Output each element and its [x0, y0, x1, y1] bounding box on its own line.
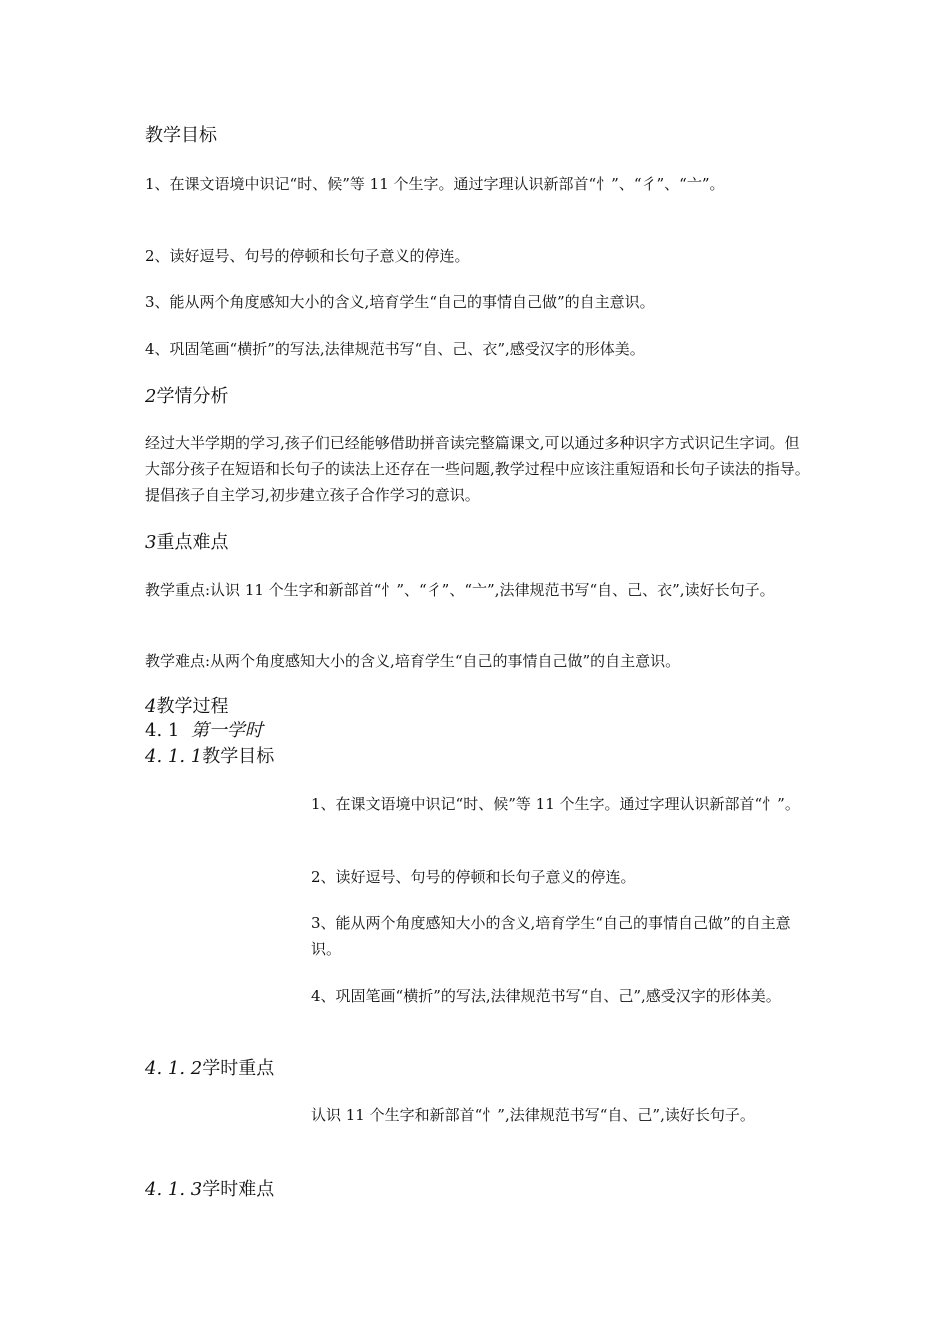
goal-item-4: 4、巩固笔画“横折”的写法,法律规范书写“自、己、衣”,感受汉字的形体美。 — [145, 340, 645, 358]
heading-teaching-process — [145, 695, 228, 719]
period-goal-item-1: 1、在课文语境中识记“时、候”等 11 个生字。通过字理认识新部首“忄”。 — [311, 795, 800, 813]
section-title: 学时难点 — [202, 1179, 275, 1200]
goal-item-2: 2、读好逗号、句号的停顿和长句子意义的停连。 — [145, 247, 470, 265]
section-title: 重点难点 — [156, 532, 229, 553]
period-goal-item-4: 4、巩固笔画“横折”的写法,法律规范书写“自、己”,感受汉字的形体美。 — [311, 987, 781, 1005]
section-number: 4. 1. 1 — [145, 746, 203, 767]
section-number: 4. 1 — [145, 720, 180, 741]
section-title: 第一学时 — [190, 720, 263, 741]
heading-teaching-goals: 教学目标 — [145, 125, 217, 146]
goal-item-1: 1、在课文语境中识记“时、候”等 11 个生字。通过字理认识新部首“忄”、“彳”、“亠”。 — [145, 175, 725, 193]
period-goal-item-2: 2、读好逗号、句号的停顿和长句子意义的停连。 — [311, 868, 636, 886]
heading-period-goals — [145, 745, 274, 769]
heading-key-difficult — [145, 531, 228, 555]
section-title: 学时重点 — [202, 1058, 275, 1079]
section-title: 教学过程 — [156, 696, 229, 717]
heading-period-key — [145, 1057, 274, 1081]
analysis-paragraph: 经过大半学期的学习,孩子们已经能够借助拼音读完整篇课文,可以通过多种识字方式识记生字词。但大部分孩子在短语和长句子的读法上还存在一些问题,教学过程中应该注重短语和长句子读法的指导。提倡孩子自主学习,初步建立孩子合作学习的意识。 — [145, 434, 810, 504]
heading-student-analysis — [145, 385, 228, 409]
section-number: 4 — [145, 696, 157, 717]
goal-item-3: 3、能从两个角度感知大小的含义,培育学生“自己的事情自己做”的自主意识。 — [145, 293, 655, 311]
section-number: 4. 1. 3 — [145, 1179, 203, 1200]
period-goal-item-3: 3、能从两个角度感知大小的含义,培育学生“自己的事情自己做”的自主意识。 — [311, 914, 791, 958]
heading-period-difficult — [145, 1178, 274, 1202]
section-title: 教学目标 — [202, 746, 275, 767]
difficult-point-paragraph: 教学难点:从两个角度感知大小的含义,培育学生“自己的事情自己做”的自主意识。 — [145, 652, 681, 670]
section-number: 4. 1. 2 — [145, 1058, 203, 1079]
section-title: 学情分析 — [156, 386, 229, 407]
section-number: 2 — [145, 386, 157, 407]
heading-first-period — [145, 719, 263, 743]
section-number: 3 — [145, 532, 157, 553]
period-key-paragraph: 认识 11 个生字和新部首“忄”,法律规范书写“自、己”,读好长句子。 — [311, 1106, 755, 1124]
key-point-paragraph: 教学重点:认识 11 个生字和新部首“忄”、“彳”、“亠”,法律规范书写“自、己、衣”,读好长句子。 — [145, 581, 775, 599]
